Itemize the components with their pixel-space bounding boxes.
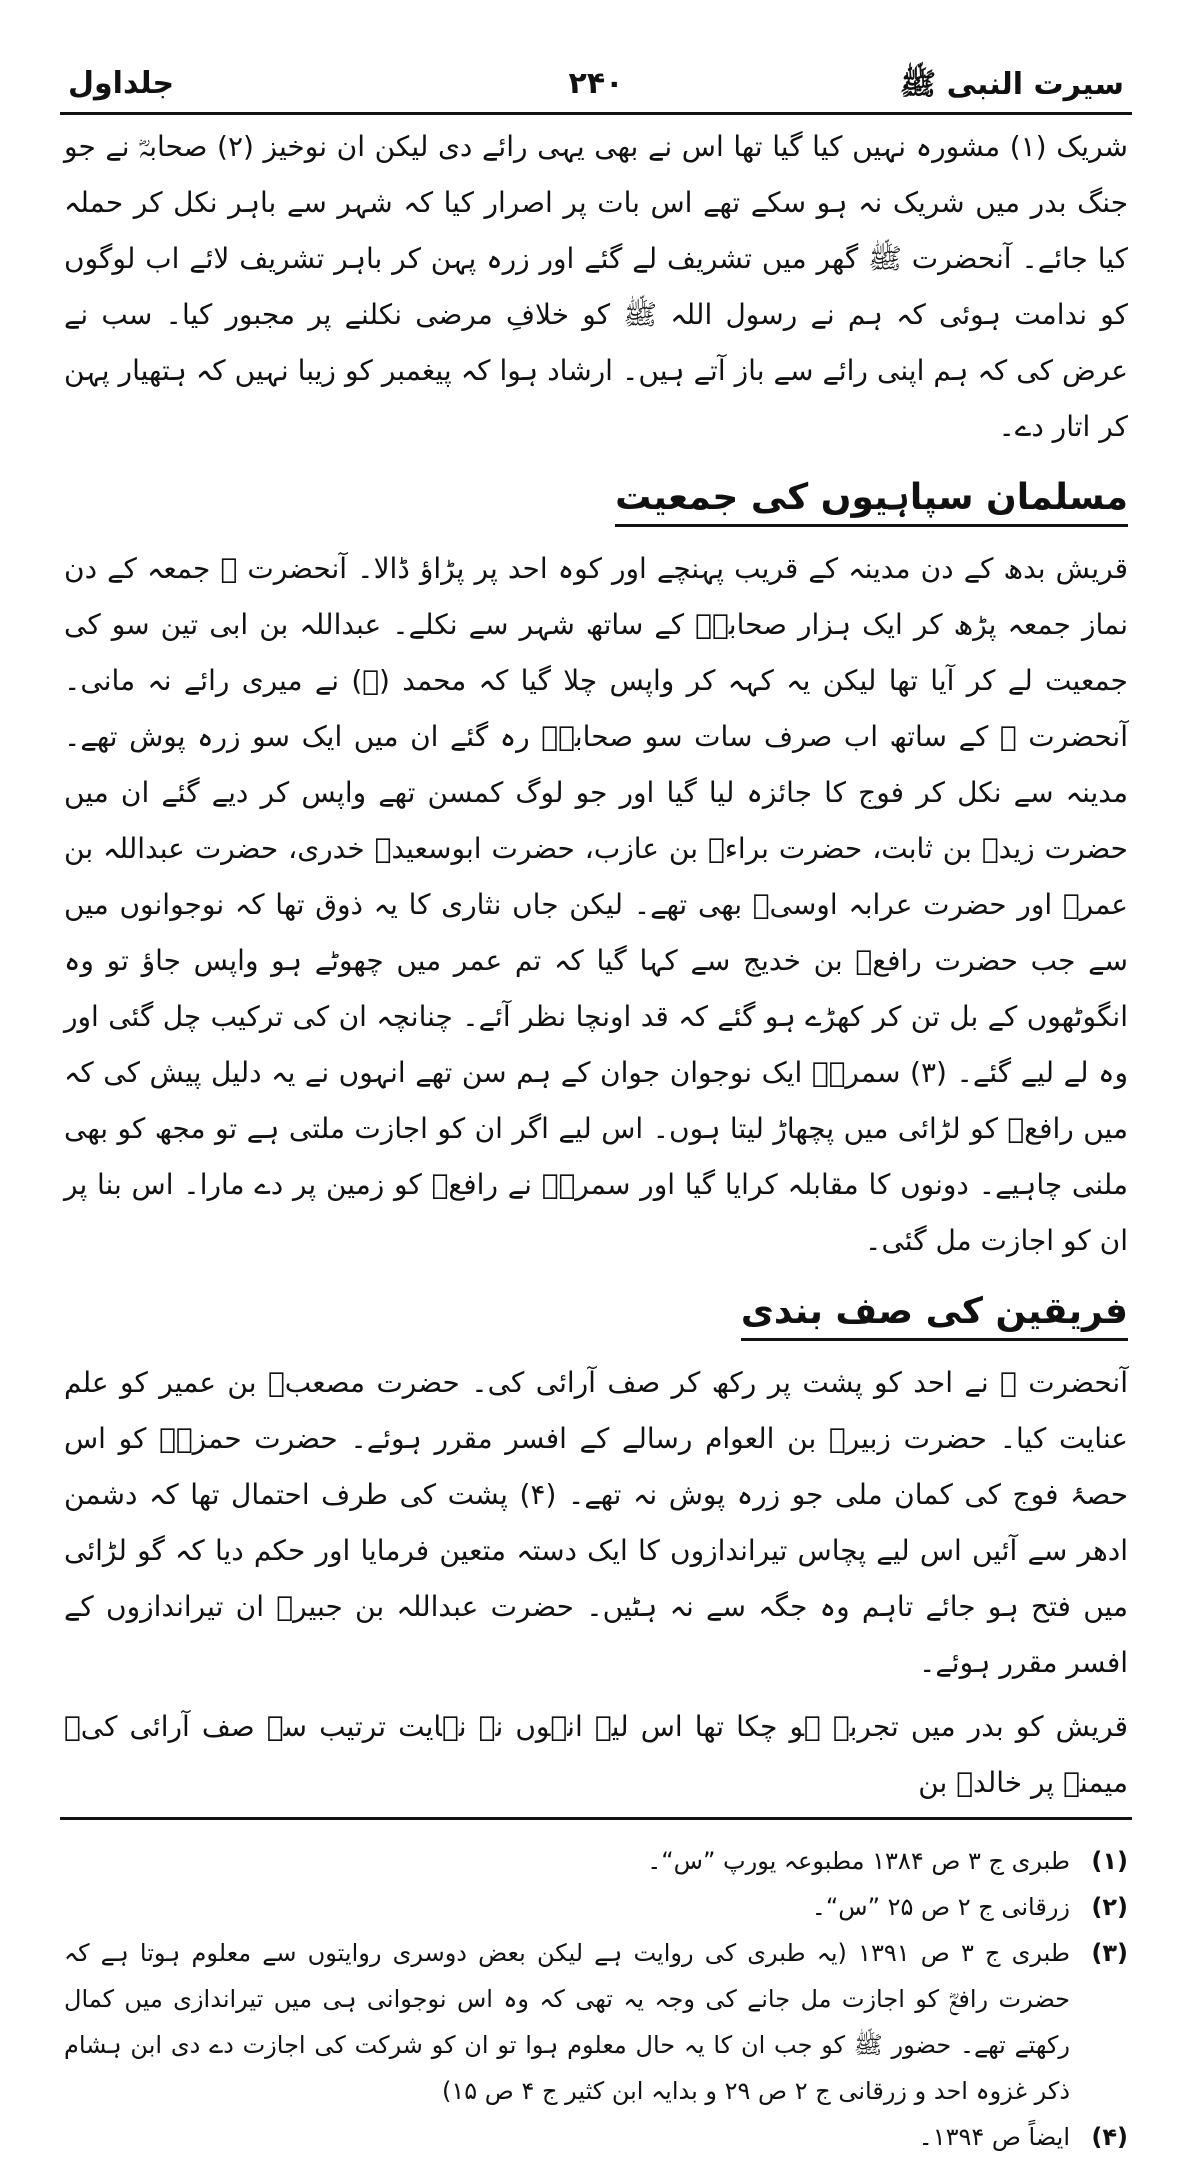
footnote-text: طبری ج ۳ ص ۱۳۹۱ (یہ طبری کی روایت ہے لیکن بعض دوسری روایتوں سے معلوم ہوتا ہے کہ حضرت رافعؓ کو اجازت مل جانے کی وجہ یہ تھی کہ وہ اس نوجوانی ہی میں تیراندازی میں کمال رکھتے تھے۔ حضور ﷺ کو جب ان کا یہ حال معلوم ہوا تو ان کو شرکت کی اجازت دے دی ابن ہشام ذکر غزوہ احد و زرقانی ج ۲ ص ۲۹ و بدایہ ابن کثیر ج ۴ ص ۱۵) <box>64 1939 1071 2105</box>
page-header <box>60 60 1132 115</box>
intro-paragraph: شریک (۱) مشورہ نہیں کیا گیا تھا اس نے بھی یہی رائے دی لیکن ان نوخیز (۲) صحابہؓ نے جو جنگ بدر میں شریک نہ ہو سکے تھے اس بات پر اصرار کیا کہ شہر سے باہر نکل کر حملہ کیا جائے۔ آنحضرت ﷺ گھر میں تشریف لے گئے اور زرہ پہن کر باہر تشریف لائے اب لوگوں کو ندامت ہوئی کہ ہم نے رسول اللہ ﷺ کو خلافِ مرضی نکلنے پر مجبور کیا۔ سب نے عرض کی کہ ہم اپنی رائے سے باز آتے ہیں۔ ارشاد ہوا کہ پیغمبر کو زیبا نہیں کہ ہتھیار پہن کر اتار دے۔ <box>64 130 1128 443</box>
quraysh-formation-paragraph: قریش کو بدر میں تجربہ ہو چکا تھا اس لیے انہوں نے نہایت ترتیب سے صف آرائی کی۔ میمنہ پر خالدؒ بن <box>64 1710 1128 1799</box>
footnote-item <box>64 2114 1128 2160</box>
section-muslim-soldiers <box>60 455 1132 1269</box>
footnote-text: طبری ج ۳ ص ۱۳۸۴ مطبوعہ یورپ ”س“۔ <box>647 1847 1070 1875</box>
footnote-number: (۳) <box>1091 1939 1128 1967</box>
footnotes <box>64 1838 1128 2160</box>
footnote-number: (۱) <box>1091 1847 1128 1875</box>
section-heading-muslim-soldiers: مسلمان سپاہیوں کی جمعیت <box>615 477 1128 527</box>
book-title: سیرت النبی ﷺ <box>899 67 1124 102</box>
muslim-soldiers-paragraph: قریش بدھ کے دن مدینہ کے قریب پہنچے اور کوہ احد پر پڑاؤ ڈالا۔ آنحضرت ﷺ جمعہ کے دن نماز جمعہ پڑھ کر ایک ہزار صحابہؓ کے ساتھ شہر سے نکلے۔ عبداللہ بن ابی تین سو کی جمعیت لے کر آیا تھا لیکن یہ کہہ کر واپس چلا گیا کہ محمد (ﷺ) نے میری رائے نہ مانی۔ آنحضرت ﷺ کے ساتھ اب صرف سات سو صحابہؓ رہ گئے ان میں ایک سو زرہ پوش تھے۔ مدینہ سے نکل کر فوج کا جائزہ لیا گیا اور جو لوگ کمسن تھے واپس کر دیے گئے ان میں حضرت زیدؓ بن ثابت، حضرت براءؓ بن عازب، حضرت ابوسعیدؓ خدری، حضرت عبداللہ بن عمرؓ اور حضرت عرابہ اوسیؓ بھی تھے۔ لیکن جاں نثاری کا یہ ذوق تھا کہ نوجوانوں میں سے جب حضرت رافعؓ بن خدیج سے کہا گیا کہ تم عمر میں چھوٹے ہو واپس جاؤ تو وہ انگوٹھوں کے بل تن کر کھڑے ہو گئے کہ قد اونچا نظر آئے۔ چنانچہ ان کی ترکیب چل گئی اور وہ لے لیے گئے۔ (۳) سمرہؓ ایک نوجوان جوان کے ہم سن تھے انہوں نے یہ دلیل پیش کی کہ میں رافعؓ کو لڑائی میں پچھاڑ لیتا ہوں۔ اس لیے اگر ان کو اجازت ملتی ہے تو مجھ کو بھی ملنی چاہیے۔ دونوں کا مقابلہ کرایا گیا اور سمرہؓ نے رافعؓ کو زمین پر دے مارا۔ اس بنا پر ان کو اجازت مل گئی۔ <box>64 552 1128 1257</box>
footnote-item <box>64 1838 1128 1884</box>
footnote-separator <box>60 1817 1132 1820</box>
section-heading-battle-formation: فریقین کی صف بندی <box>741 1291 1128 1341</box>
footnote-number: (۴) <box>1091 2123 1128 2151</box>
page-number: ۲۴۰ <box>568 66 624 101</box>
volume-label: جلداول <box>68 66 175 101</box>
section-battle-formation <box>60 1269 1132 1811</box>
battle-formation-paragraph: آنحضرت ﷺ نے احد کو پشت پر رکھ کر صف آرائی کی۔ حضرت مصعبؓ بن عمیر کو علم عنایت کیا۔ حضرت زبیرؓ بن العوام رسالے کے افسر مقرر ہوئے۔ حضرت حمزہؓ کو اس حصۂ فوج کی کمان ملی جو زرہ پوش نہ تھے۔ (۴) پشت کی طرف احتمال تھا کہ دشمن ادھر سے آئیں اس لیے پچاس تیراندازوں کا ایک دستہ متعین فرمایا اور حکم دیا کہ گو لڑائی میں فتح ہو جائے تاہم وہ جگہ سے نہ ہٹیں۔ حضرت عبداللہ بن جبیرؓ ان تیراندازوں کے افسر مقرر ہوئے۔ <box>64 1366 1128 1679</box>
footnote-text: ایضاً ص ۱۳۹۴۔ <box>918 2123 1070 2151</box>
footnote-text: زرقانی ج ۲ ص ۲۵ ”س“۔ <box>811 1893 1070 1921</box>
footnote-item <box>64 1930 1128 2114</box>
footnote-number: (۲) <box>1091 1893 1128 1921</box>
